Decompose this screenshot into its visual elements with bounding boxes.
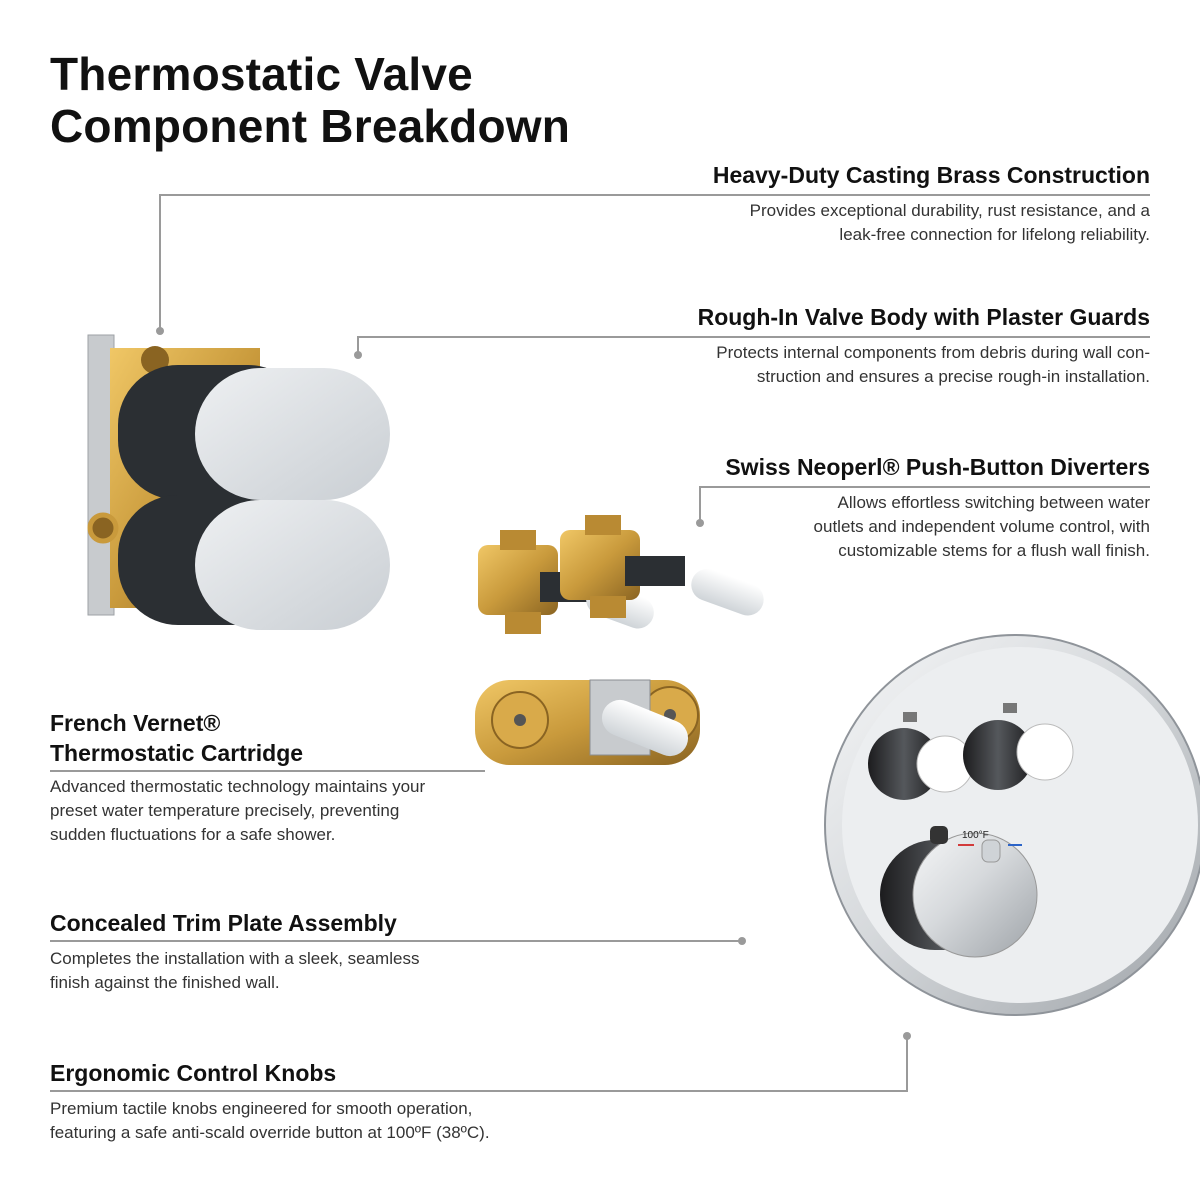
leader-dot-diverters	[696, 519, 704, 527]
feature-desc-roughin-line-2: struction and ensures a precise rough-in installation.	[756, 367, 1150, 386]
feature-heading-roughin: Rough-In Valve Body with Plaster Guards	[697, 304, 1150, 330]
feature-desc-brass-line-2: leak-free connection for lifelong reliability.	[839, 225, 1150, 244]
feature-desc-cartridge-line-1: Advanced thermostatic technology maintains your	[50, 777, 426, 796]
page-title-line-2: Component Breakdown	[50, 100, 571, 152]
feature-desc-brass-line-1: Provides exceptional durability, rust resistance, and a	[749, 201, 1150, 220]
feature-desc-cartridge	[50, 775, 510, 847]
feature-desc-trim-line-2: finish against the finished wall.	[50, 973, 280, 992]
feature-desc-diverters-line-1: Allows effortless switching between water	[837, 493, 1150, 512]
feature-desc-cartridge-line-3: sudden fluctuations for a safe shower.	[50, 825, 336, 844]
page-title-line-1: Thermostatic Valve	[50, 48, 473, 100]
feature-desc-knobs	[50, 1097, 590, 1145]
feature-desc-trim	[50, 947, 510, 995]
feature-heading-cartridge-line-1: French Vernet®	[50, 710, 221, 736]
leader-dot-roughin	[354, 351, 362, 359]
feature-desc-knobs-line-1: Premium tactile knobs engineered for smooth operation,	[50, 1099, 473, 1118]
temperature-label: 100°F	[962, 830, 989, 841]
feature-heading-cartridge-line-2: Thermostatic Cartridge	[50, 740, 304, 766]
leader-dot-trim	[738, 937, 746, 945]
feature-heading-trim: Concealed Trim Plate Assembly	[50, 910, 397, 936]
feature-desc-trim-line-1: Completes the installation with a sleek, seamless	[50, 949, 420, 968]
feature-heading-cartridge	[50, 708, 303, 768]
leader-dot-brass	[156, 327, 164, 335]
feature-desc-knobs-line-2: featuring a safe anti-scald override button at 100ºF (38ºC).	[50, 1123, 490, 1142]
feature-desc-roughin	[590, 341, 1150, 389]
feature-desc-cartridge-line-2: preset water temperature precisely, preventing	[50, 801, 400, 820]
feature-desc-brass	[630, 199, 1150, 247]
feature-heading-brass: Heavy-Duty Casting Brass Construction	[712, 162, 1150, 188]
feature-desc-diverters-line-2: outlets and independent volume control, with	[813, 517, 1150, 536]
feature-heading-knobs: Ergonomic Control Knobs	[50, 1060, 337, 1086]
leader-dot-knobs	[903, 1032, 911, 1040]
feature-desc-roughin-line-1: Protects internal components from debris during wall con-	[716, 343, 1150, 362]
feature-desc-diverters-line-3: customizable stems for a flush wall finish.	[838, 541, 1150, 560]
feature-desc-diverters	[710, 491, 1150, 563]
feature-heading-diverters: Swiss Neoperl® Push-Button Diverters	[725, 454, 1150, 480]
